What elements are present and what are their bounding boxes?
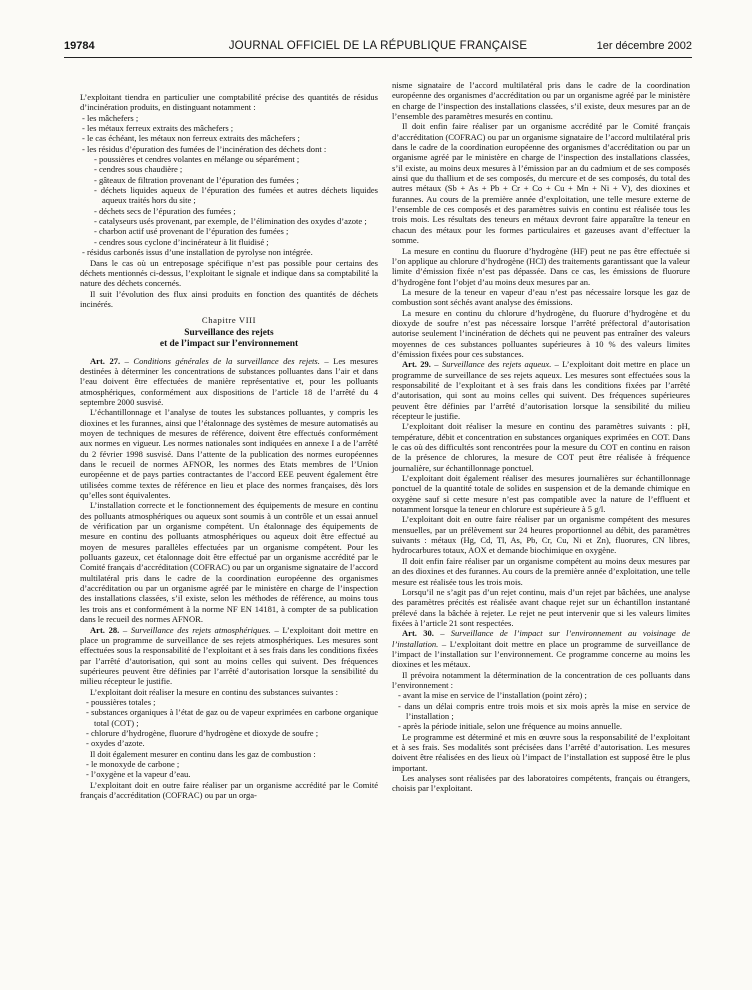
article-text: – L’exploitant doit mettre en place un programme de surveillance de l’impact de l’installation sur l’environnement. Ce programme concerne au moins les dioxines et les métaux.: [392, 638, 690, 670]
paragraph: Il suit l’évolution des flux ainsi produits en fonction des quantités de déchets incinérés.: [80, 288, 378, 309]
list-item: - poussières totales ;: [86, 696, 156, 707]
paragraph: Les analyses sont réalisées par des laboratoires compétents, français ou étrangers, choisis par l’exploitant.: [392, 773, 690, 794]
paragraph: L’exploitant doit réaliser la mesure en continu des paramètres suivants : pH, température, débit et concentration en substances organiques exprimées en COT. Dans le cas où des difficultés sont rencontrées pour la mesure du COT en continu en raison de la présence de chlorures, la mesure de COT peut être réalisée à fréquence journalière, sur échantillonnage ponctuel.: [392, 421, 690, 473]
list-subitem: - cendres sous cyclone d’incinérateur à lit fluidisé ;: [94, 236, 269, 247]
article-title: – Conditions générales de la surveillance des rejets.: [120, 355, 320, 366]
list-subitem: - déchets secs de l’épuration des fumées ;: [94, 205, 236, 216]
list-item: - substances organiques à l’état de gaz ou de vapeur exprimées en carbone organique total (COT) ;: [86, 707, 378, 728]
article-text: – L’exploitant doit mettre en place un programme de surveillance de ses rejets aqueux. Les mesures sont effectuées sous la responsabilité de l’exploitant et à ses frais dans les conditions fixées par l’arrêté d’autorisation, qui sont au moins celles qui suivent. Des fréquences supérieures peuvent être définies par l’arrêté d’autorisation lorsque la sensibilité du milieu récepteur le justifie.: [392, 359, 690, 421]
list-subitem: - poussières et cendres volantes en mélange ou séparément ;: [94, 154, 300, 165]
right-column: [392, 80, 690, 794]
paragraph: Dans le cas où un entreposage spécifique n’est pas possible pour certains des déchets mentionnés ci-dessus, l’exploitant le signale et indique dans sa comptabilité la nature des déchets concernés.: [80, 257, 378, 289]
paragraph: L’exploitant tiendra en particulier une comptabilité précise des quantités de résidus d’incinération produits, en distinguant notamment :: [80, 92, 378, 113]
issue-date: 1er décembre 2002: [596, 40, 692, 52]
list-item: - les résidus d’épuration des fumées de l’incinération des déchets dont :: [82, 143, 327, 154]
list-subitem: - gâteaux de filtration provenant de l’épuration des fumées ;: [94, 174, 299, 185]
paragraph: nisme signataire de l’accord multilatéral pris dans le cadre de la coordination européenne des organismes d’accréditation ou par un organisme agréé par le ministère en charge de l’inspection des installations classées, s’il existe, deux mesures par an de l’ensemble des paramètres mesurés en continu.: [392, 80, 690, 122]
paragraph: L’exploitant doit également réaliser des mesures journalières sur échantillonnage ponctuel de la quantité totale de solides en suspension et de la demande chimique en oxygène sauf si cette mesure n’est pas compatible avec la nature de l’effluent et notamment lorsque la teneur en chlorure est supérieure à 5 g/l.: [392, 473, 690, 515]
article-label: Art. 30.: [402, 628, 434, 639]
paragraph: L’installation correcte et le fonctionnement des équipements de mesure en continu des polluants atmosphériques ou aqueux sont soumis à un contrôle et un essai annuel de vérification par un organisme compétent. Un étalonnage des équipements de mesure en continu des polluants atmosphériques ou aqueux doit être effectué au moyen de mesures parallèles effectuées par un organisme compétent. Pour les polluants gazeux, cet étalonnage doit être effectué par un organisme accrédité par le Comité français d’accréditation (COFRAC) ou par un organisme signataire de l’accord multilatéral pris dans le cadre de la coordination européenne des organismes d’accréditation ou par un organisme agréé par le ministère en charge de l’inspection des installations classées, s’il existe, selon les méthodes de référence, au moins tous les trois ans et conformément à la norme NF EN 14181, à compter de sa publication dans le recueil des normes AFNOR.: [80, 500, 378, 625]
chapter-heading: Chapitre VIII: [201, 315, 257, 326]
chapter-title-line: Surveillance des rejets: [184, 327, 274, 338]
paragraph: Lorsqu’il ne s’agit pas d’un rejet continu, mais d’un rejet par bâchées, une analyse des paramètres précités est réalisée avant chaque rejet sur un échantillon instantané prélevé dans la bâchée à rejeter. Le rejet ne peut intervenir que si les valeurs limites fixées à l’article 21 sont respectées.: [392, 586, 690, 628]
list-item: - le cas échéant, les métaux non ferreux extraits des mâchefers ;: [82, 133, 300, 144]
residue-list: [80, 113, 378, 258]
paragraph: La mesure en continu du chlorure d’hydrogène, du fluorure d’hydrogène et du dioxyde de soufre n’est pas nécessaire lorsque l’arrêté préfectoral d’autorisation autorise seulement l’incinération de déchets qui ne peuvent pas entraîner des valeurs moyennes de ces substances polluantes supérieures à 10 % des valeurs limites d’émission fixées pour ces substances.: [392, 307, 690, 359]
article-29: [392, 359, 690, 421]
continuous-measure-list: [80, 697, 378, 749]
chapter-title: [80, 328, 378, 350]
list-item: - les métaux ferreux extraits des mâchefers ;: [82, 123, 234, 134]
list-item: - le monoxyde de carbone ;: [86, 758, 180, 769]
list-item: - oxydes d’azote.: [86, 738, 145, 749]
article-27: [80, 356, 378, 408]
list-subitem: - charbon actif usé provenant de l’épuration des fumées ;: [94, 226, 289, 237]
list-subitem: - déchets liquides aqueux de l’épuration des fumées et autres déchets liquides aqueux traités hors du site ;: [94, 185, 378, 206]
page-header: [64, 40, 692, 56]
header-rule: [64, 57, 692, 58]
list-item: - l’oxygène et la vapeur d’eau.: [86, 769, 191, 780]
chapter-title-line: et de l’impact sur l’environnement: [159, 338, 299, 349]
page-number: 19784: [64, 40, 95, 52]
list-item: - les mâchefers ;: [82, 112, 139, 123]
article-label: Art. 27.: [90, 355, 121, 366]
list-item: - résidus carbonés issus d’une installation de pyrolyse non intégrée.: [82, 247, 313, 258]
combustion-gas-list: [80, 759, 378, 780]
timing-list: [392, 690, 690, 731]
journal-title: JOURNAL OFFICIEL DE LA RÉPUBLIQUE FRANÇAISE: [228, 40, 528, 52]
paragraph: Il doit également mesurer en continu dans les gaz de combustion :: [90, 748, 316, 759]
article-title: – Surveillance des rejets atmosphériques.: [119, 624, 271, 635]
article-text: – Les mesures destinées à déterminer les concentrations de substances polluantes dans l’air et dans l’eau doivent être effectuées de manière représentative et, pour les polluants atmosphériques, conformément aux dispositions de l’article 18 de l’arrêté du 4 septembre 2000 susvisé.: [80, 355, 378, 407]
left-column: [80, 92, 378, 800]
list-item: - dans un délai compris entre trois mois et six mois après la mise en service de l’installation ;: [398, 700, 690, 721]
paragraph: Il doit enfin faire réaliser par un organisme accrédité par le Comité français d’accréditation (COFRAC) ou par un organisme signataire de l’accord multilatéral pris dans le cadre de la coordination européenne des organismes d’accréditation ou par un organisme agréé par le ministère en charge de l’inspection des installations classées, s’il existe, au moins deux mesures à l’émission par an du cadmium et de ses composés ainsi que du thallium et de ses composés, du mercure et de ses composés, du total des autres métaux (Sb + As + Pb + Cr + Co + Cu + Mn + Ni + V), des dioxines et furannes. Au cours de la première année d’exploitation, une telle mesure externe de l’ensemble de ces composés et des paramètres suivis en continu est réalisée tous les trois mois. Les résultats des teneurs en métaux devront faire apparaître la teneur en chacun des métaux pour les formes particulaires et gazeuses avant d’effectuer la somme.: [392, 121, 690, 246]
list-item: - avant la mise en service de l’installation (point zéro) ;: [398, 690, 587, 701]
paragraph: La mesure en continu du fluorure d’hydrogène (HF) peut ne pas être effectuée si l’on applique au chlorure d’hydrogène (HCl) des traitements garantissant que la valeur limite d’émission fixée n’est pas dépassée. Dans ce cas, les émissions de fluorure d’hydrogène font l’objet d’au moins deux mesures par an.: [392, 245, 690, 287]
article-30: [392, 628, 690, 669]
list-subitem: - catalyseurs usés provenant, par exemple, de l’élimination des oxydes d’azote ;: [94, 216, 367, 227]
paragraph: Il prévoira notamment la détermination de la concentration de ces polluants dans l’environnement :: [392, 669, 690, 690]
article-text: – L’exploitant doit mettre en place un programme de surveillance de ses rejets atmosphériques. Les mesures sont effectuées sous la responsabilité de l’exploitant et à ses frais dans les conditions fixées par l’arrêté d’autorisation, qui sont au moins celles qui suivent. Des fréquences supérieures peuvent être définies par l’arrêté d’autorisation lorsque la sensibilité du milieu récepteur le justifie.: [80, 624, 378, 687]
paragraph: L’exploitant doit en outre faire réaliser par un organisme compétent des mesures mensuelles, par un prélèvement sur 24 heures proportionnel au débit, des paramètres suivants : métaux (Hg, Cd, Tl, As, Pb, Cr, Cu, Ni et Zn), fluorures, CN libres, hydrocarbures totaux, AOX et demande biochimique en oxygène.: [392, 514, 690, 556]
article-28: [80, 625, 378, 687]
paragraph: Le programme est déterminé et mis en œuvre sous la responsabilité de l’exploitant et à ses frais. Ses modalités sont précisées dans l’arrêté d’autorisation. Les mesures doivent être réalisées en des lieux où l’impact de l’installation est supposé être le plus important.: [392, 731, 690, 773]
article-label: Art. 28.: [90, 624, 120, 635]
paragraph: Il doit enfin faire réaliser par un organisme compétent au moins deux mesures par an des dioxines et des furannes. Au cours de la première année d’exploitation, une telle mesure est réalisée tous les trois mois.: [392, 555, 690, 587]
list-item: - après la période initiale, selon une fréquence au moins annuelle.: [398, 721, 623, 732]
paragraph: L’échantillonnage et l’analyse de toutes les substances polluantes, y compris les dioxines et les furannes, ainsi que l’étalonnage des systèmes de mesure automatisés au moyen de techniques de mesures de référence, doivent être effectués conformément aux normes en vigueur. Les normes nationales sont indiquées en annexe I a de l’arrêté du 2 février 1998 susvisé. Dans l’attente de la publication des normes européennes dans le recueil de normes AFNOR, les normes des Etats membres de l’Union européenne et de pays parties contractantes de l’accord EEE peuvent également être utilisées comme textes de référence en lieu et place des normes françaises, dès lors qu’elles sont équivalentes.: [80, 407, 378, 501]
article-title: – Surveillance de l’impact sur l’environnement au voisinage de l’installation.: [392, 628, 690, 649]
article-title: – Surveillance des rejets aqueux.: [430, 359, 552, 370]
paragraph: L’exploitant doit en outre faire réaliser par un organisme accrédité par le Comité français d’accréditation (COFRAC) ou par un orga-: [80, 779, 378, 800]
list-subitem: - cendres sous chaudière ;: [94, 164, 183, 175]
article-label: Art. 29.: [402, 359, 431, 370]
list-item: - chlorure d’hydrogène, fluorure d’hydrogène et dioxyde de soufre ;: [86, 727, 319, 738]
paragraph: La mesure de la teneur en vapeur d’eau n’est pas nécessaire lorsque les gaz de combustion sont séchés avant analyse des émissions.: [392, 286, 690, 308]
paragraph: L’exploitant doit réaliser la mesure en continu des substances suivantes :: [90, 686, 338, 697]
